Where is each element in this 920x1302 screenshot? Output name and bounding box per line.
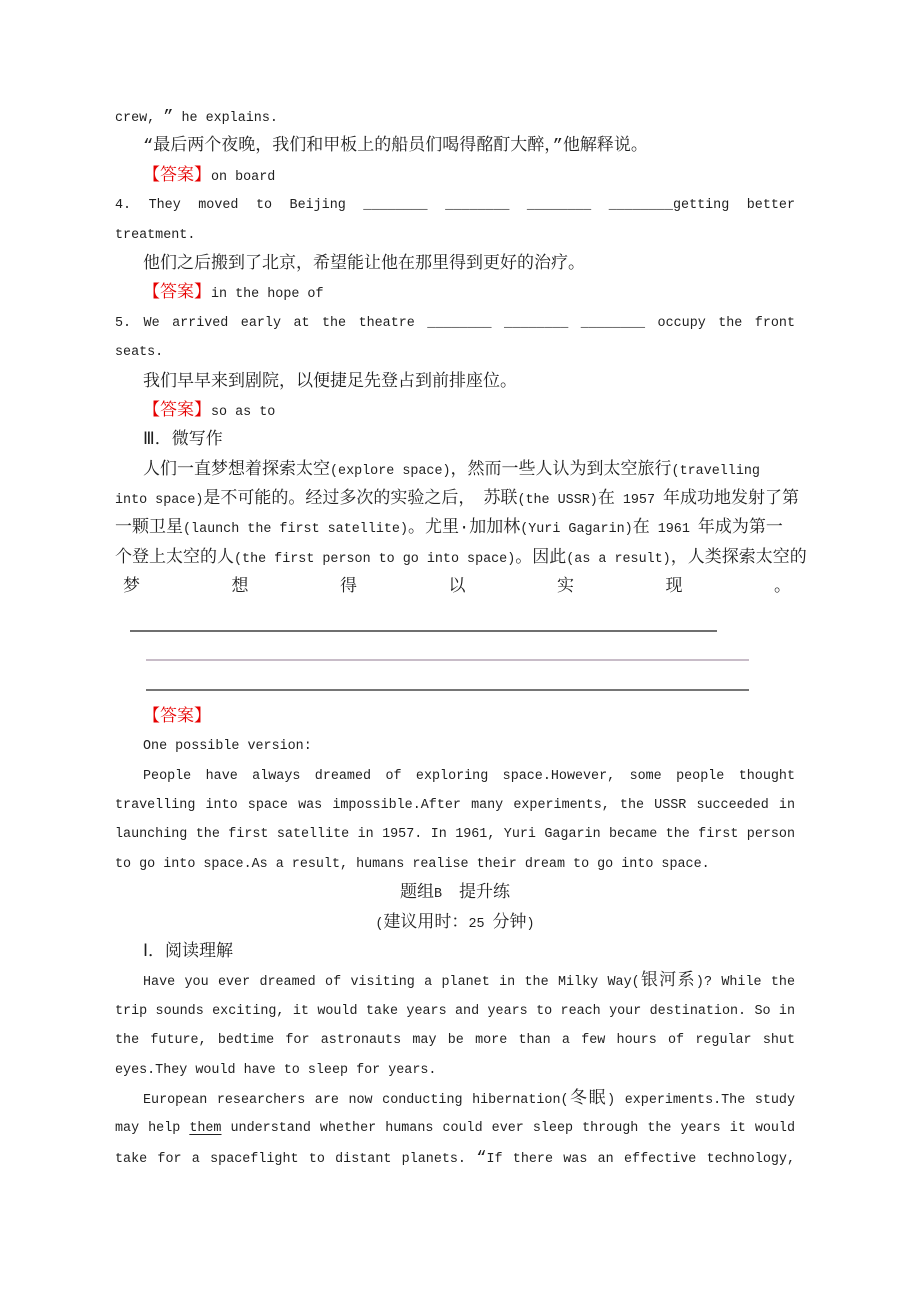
- answer-label-writing: [115, 703, 795, 732]
- text-segment: “最后两个夜晚，我们和甲板上的船员们喝得酩酊大醉，”他解释说。: [143, 137, 648, 157]
- sample-answer-line-4: [115, 850, 795, 879]
- text-segment: Have you ever dreamed of visiting a planet in the Milky Way(银河系)? While the: [143, 972, 795, 992]
- text-segment: treatment.: [115, 227, 196, 243]
- micro-writing-prompt-line-3: [115, 514, 795, 543]
- cn-translation-item-5: [115, 368, 795, 397]
- answer-label: 【答案】: [143, 401, 211, 421]
- text-segment: understand whether humans could ever sleep through the years it would: [221, 1121, 795, 1137]
- text-segment: launching the first satellite in 1957. In 1961, Yuri Gagarin became the first person: [115, 827, 795, 843]
- text-segment: them: [189, 1121, 222, 1137]
- text-segment: the future, bedtime for astronauts may be more than a few hours of regular shut: [115, 1033, 795, 1049]
- text-segment: crew, ” he explains.: [115, 108, 278, 127]
- text-segment: may help: [115, 1121, 190, 1137]
- answer-label: 【答案】: [143, 707, 211, 727]
- exercise-item-5: [115, 309, 795, 338]
- section-heading-reading: [115, 938, 795, 967]
- text-segment: 4. They moved to Beijing ________ ________ ________ ________getting better: [115, 198, 795, 214]
- answer-blank-line-3[interactable]: [146, 661, 749, 690]
- text-segment: 题组B 提升练: [399, 884, 511, 904]
- text-segment: 5. We arrived early at the theatre ________ ________ ________ occupy the front: [115, 315, 795, 331]
- reading-para-2-line-3: [115, 1144, 795, 1173]
- text-segment: into space)是不可能的。经过多次的实验之后， 苏联(the USSR)在 1957 年成功地发射了第: [115, 490, 800, 510]
- reading-para-2-line-1: [115, 1085, 795, 1114]
- text-segment: in the hope of: [211, 287, 324, 303]
- sample-answer-intro: [115, 732, 795, 761]
- document-page: [115, 103, 815, 1173]
- sample-answer-line-3: [115, 820, 795, 849]
- answer-blank-line-1[interactable]: [130, 603, 717, 632]
- paragraph-crew-explains: [115, 103, 795, 132]
- answer-on-board: [115, 162, 795, 191]
- answer-label: 【答案】: [143, 284, 211, 304]
- text-segment: One possible version:: [143, 739, 312, 755]
- reading-para-1-line-4: [115, 1056, 795, 1085]
- reading-para-1-line-3: [115, 1026, 795, 1055]
- text-segment: European researchers are now conducting hibernation(冬眠) experiments.The study: [143, 1089, 795, 1109]
- answer-blank-line-2[interactable]: [146, 632, 749, 661]
- answer-label: 【答案】: [143, 166, 211, 186]
- text-segment: 我们早早来到剧院，以便捷足先登占到前排座位。: [143, 372, 517, 392]
- text-segment: to go into space.As a result, humans realise their dream to go into space.: [115, 856, 710, 872]
- suggested-time: [115, 909, 795, 938]
- text-segment: eyes.They would have to sleep for years.: [115, 1062, 437, 1078]
- text-segment: seats.: [115, 345, 164, 361]
- sample-answer-line-2: [115, 791, 795, 820]
- text-segment: (建议用时：25 分钟): [375, 913, 535, 933]
- reading-para-2-line-2: [115, 1114, 795, 1143]
- section-heading-micro-writing: [115, 426, 795, 455]
- reading-para-1-line-2: [115, 997, 795, 1026]
- exercise-item-4-cont: [115, 221, 795, 250]
- text-segment: 人们一直梦想着探索太空(explore space)，然而一些人认为到太空旅行(travelling: [143, 460, 760, 480]
- text-segment: Ⅲ．微写作: [143, 431, 223, 451]
- answer-in-the-hope-of: [115, 279, 795, 308]
- micro-writing-prompt-line-5: [115, 573, 791, 602]
- answer-so-as-to: [115, 397, 795, 426]
- sample-answer-line-1: [115, 762, 795, 791]
- reading-para-1-line-1: [115, 967, 795, 996]
- exercise-item-4: [115, 191, 795, 220]
- text-segment: People have always dreamed of exploring space.However, some people thought: [143, 768, 795, 784]
- text-segment: on board: [211, 169, 276, 185]
- cn-translation-item-4: [115, 250, 795, 279]
- text-segment: take for a spaceflight to distant planets. “If there was an effective technology,: [115, 1148, 795, 1168]
- text-segment: Ⅰ．阅读理解: [143, 942, 234, 962]
- text-segment: trip sounds exciting, it would take years and years to reach your destination. So in: [115, 1003, 795, 1019]
- cn-translation-crew: [115, 132, 795, 161]
- micro-writing-prompt-line-2: [115, 485, 800, 514]
- exercise-item-5-cont: [115, 338, 795, 367]
- micro-writing-prompt-line-1: [115, 456, 795, 485]
- text-segment: 个登上太空的人(the first person to go into space)。因此(as a result)，人类探索太空的: [115, 548, 807, 568]
- text-segment: travelling into space was impossible.After many experiments, the USSR succeeded in: [115, 797, 795, 813]
- text-segment: 他们之后搬到了北京，希望能让他在那里得到更好的治疗。: [143, 254, 585, 274]
- text-segment: so as to: [211, 404, 276, 420]
- group-b-heading: [115, 879, 795, 908]
- text-segment: 梦 想 得 以 实 现 。: [123, 578, 791, 598]
- text-segment: 一颗卫星(launch the first satellite)。尤里·加加林(Yuri Gagarin)在 1961 年成为第一: [115, 519, 783, 539]
- micro-writing-prompt-line-4: [115, 544, 807, 573]
